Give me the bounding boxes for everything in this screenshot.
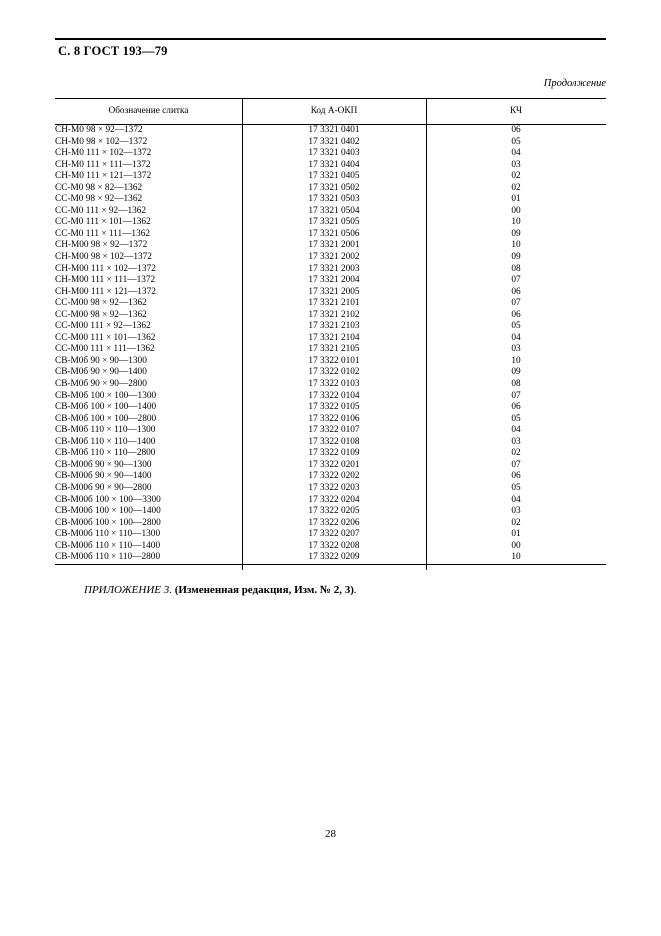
cell-code: 17 3321 0505	[308, 217, 360, 228]
table-row	[55, 483, 606, 495]
cell-designation: СВ-М00б 90 × 90—2800	[55, 482, 152, 493]
table-row	[55, 506, 606, 518]
cell-kch: 00	[511, 205, 521, 216]
cell-code: 17 3321 2003	[308, 263, 360, 274]
cell-kch: 00	[511, 540, 521, 551]
column-header-kch: КЧ	[509, 106, 523, 116]
cell-kch: 05	[511, 413, 521, 424]
table-head	[55, 99, 606, 125]
cell-kch: 05	[511, 321, 521, 332]
cell-designation: СС-М00 111 × 92—1362	[55, 321, 151, 332]
cell-designation: СС-М0 98 × 92—1362	[55, 194, 143, 205]
table-row	[55, 414, 606, 426]
cell-kch: 03	[511, 344, 521, 355]
cell-code: 17 3321 0506	[308, 228, 360, 239]
table-row	[55, 448, 606, 460]
cell-code: 17 3322 0207	[308, 529, 360, 540]
table-vertical-rule-2	[426, 98, 427, 570]
cell-designation: СН-М00 111 × 102—1372	[55, 263, 156, 274]
cell-kch: 06	[511, 471, 521, 482]
table-row	[55, 356, 606, 368]
table-row	[55, 183, 606, 195]
cell-designation: СВ-М0б 110 × 110—1300	[55, 425, 156, 436]
cell-code: 17 3321 0404	[308, 159, 360, 170]
cell-designation: СС-М0 111 × 111—1362	[55, 228, 151, 239]
table-row	[55, 298, 606, 310]
appendix-note	[84, 584, 357, 596]
table-row	[55, 148, 606, 160]
cell-designation: СВ-М0б 110 × 110—1400	[55, 436, 156, 447]
cell-designation: СВ-М00б 110 × 110—2800	[55, 552, 161, 563]
cell-kch: 07	[511, 390, 521, 401]
cell-designation: СВ-М00б 100 × 100—2800	[55, 517, 161, 528]
appendix-label: ПРИЛОЖЕНИЕ 3.	[84, 584, 175, 596]
cell-designation: СВ-М0б 90 × 90—2800	[55, 379, 147, 390]
cell-code: 17 3322 0109	[308, 448, 360, 459]
cell-code: 17 3321 0504	[308, 205, 360, 216]
cell-code: 17 3322 0103	[308, 379, 360, 390]
cell-designation: СН-М0 111 × 102—1372	[55, 148, 152, 159]
cell-code: 17 3322 0208	[308, 540, 360, 551]
cell-code: 17 3321 0401	[308, 125, 360, 135]
table-row	[55, 541, 606, 553]
cell-kch: 04	[511, 148, 521, 159]
cell-kch: 10	[511, 552, 521, 563]
table-row	[55, 460, 606, 472]
cell-kch: 03	[511, 436, 521, 447]
cell-kch: 08	[511, 263, 521, 274]
table-row	[55, 125, 606, 137]
cell-kch: 10	[511, 355, 521, 366]
table-row	[55, 310, 606, 322]
cell-designation: СВ-М00б 100 × 100—3300	[55, 494, 161, 505]
cell-code: 17 3321 0402	[308, 136, 360, 147]
cell-kch: 06	[511, 125, 521, 135]
cell-kch: 02	[511, 182, 521, 193]
cell-code: 17 3322 0204	[308, 494, 360, 505]
cell-code: 17 3322 0201	[308, 459, 360, 470]
cell-designation: СВ-М0б 90 × 90—1300	[55, 355, 147, 366]
table-row	[55, 495, 606, 507]
cell-designation: СС-М00 111 × 101—1362	[55, 332, 156, 343]
table-row	[55, 206, 606, 218]
table-row	[55, 217, 606, 229]
table-row	[55, 391, 606, 403]
cell-designation: СВ-М00б 90 × 90—1300	[55, 459, 152, 470]
cell-kch: 06	[511, 309, 521, 320]
cell-designation: СН-М00 98 × 92—1372	[55, 240, 148, 251]
cell-code: 17 3322 0209	[308, 552, 360, 563]
appendix-revision: (Измененная редакция, Изм. № 2, 3)	[174, 584, 354, 596]
cell-kch: 02	[511, 448, 521, 459]
table-row	[55, 275, 606, 287]
cell-code: 17 3321 0503	[308, 194, 360, 205]
cell-designation: СС-М00 111 × 111—1362	[55, 344, 155, 355]
cell-code: 17 3321 2002	[308, 252, 360, 263]
cell-code: 17 3321 2103	[308, 321, 360, 332]
table-row	[55, 264, 606, 276]
cell-code: 17 3321 2101	[308, 298, 360, 309]
table-row	[55, 240, 606, 252]
table-row	[55, 402, 606, 414]
cell-code: 17 3322 0102	[308, 367, 360, 378]
cell-designation: СН-М0 111 × 111—1372	[55, 159, 151, 170]
cell-code: 17 3322 0206	[308, 517, 360, 528]
table-row	[55, 552, 606, 564]
cell-designation: СН-М0 98 × 102—1372	[55, 136, 148, 147]
header-divider	[55, 38, 606, 40]
cell-code: 17 3321 0403	[308, 148, 360, 159]
cell-designation: СВ-М0б 100 × 100—1400	[55, 402, 157, 413]
cell-kch: 02	[511, 171, 521, 182]
cell-kch: 07	[511, 275, 521, 286]
cell-kch: 10	[511, 217, 521, 228]
cell-code: 17 3321 0502	[308, 182, 360, 193]
cell-kch: 07	[511, 459, 521, 470]
cell-kch: 09	[511, 252, 521, 263]
cell-designation: СВ-М00б 110 × 110—1300	[55, 529, 161, 540]
table-row	[55, 287, 606, 299]
cell-code: 17 3321 2005	[308, 286, 360, 297]
table-row	[55, 529, 606, 541]
cell-kch: 09	[511, 228, 521, 239]
table-row	[55, 321, 606, 333]
cell-code: 17 3322 0101	[308, 355, 360, 366]
appendix-period: .	[353, 584, 357, 596]
table-row	[55, 252, 606, 264]
ingot-code-table	[55, 98, 606, 565]
cell-designation: СС-М0 98 × 82—1362	[55, 182, 143, 193]
cell-kch: 02	[511, 517, 521, 528]
cell-code: 17 3322 0205	[308, 506, 360, 517]
cell-code: 17 3322 0108	[308, 436, 360, 447]
column-header-code: Код А-ОКП	[310, 106, 358, 116]
table-row	[55, 425, 606, 437]
continued-label: Продолжение	[543, 78, 606, 89]
table-row	[55, 471, 606, 483]
cell-designation: СВ-М0б 100 × 100—1300	[55, 390, 157, 401]
table-row	[55, 379, 606, 391]
cell-designation: СВ-М00б 110 × 110—1400	[55, 540, 161, 551]
cell-code: 17 3322 0203	[308, 482, 360, 493]
table-row	[55, 344, 606, 356]
table-row	[55, 194, 606, 206]
cell-code: 17 3322 0106	[308, 413, 360, 424]
cell-code: 17 3321 2001	[308, 240, 360, 251]
cell-designation: СН-М00 111 × 121—1372	[55, 286, 156, 297]
cell-designation: СН-М00 98 × 102—1372	[55, 252, 152, 263]
table-row	[55, 160, 606, 172]
cell-kch: 08	[511, 379, 521, 390]
cell-designation: СС-М00 98 × 92—1362	[55, 309, 147, 320]
cell-code: 17 3322 0107	[308, 425, 360, 436]
page-header: С. 8 ГОСТ 193—79	[58, 44, 168, 58]
table-body	[55, 125, 606, 565]
cell-code: 17 3321 2102	[308, 309, 360, 320]
cell-designation: СВ-М00б 90 × 90—1400	[55, 471, 152, 482]
cell-kch: 04	[511, 494, 521, 505]
page-number: 28	[325, 828, 336, 840]
cell-designation: СВ-М0б 100 × 100—2800	[55, 413, 157, 424]
cell-designation: СС-М00 98 × 92—1362	[55, 298, 147, 309]
cell-code: 17 3322 0105	[308, 402, 360, 413]
cell-kch: 03	[511, 506, 521, 517]
table-row	[55, 333, 606, 345]
table-row	[55, 367, 606, 379]
cell-kch: 05	[511, 136, 521, 147]
cell-code: 17 3321 2004	[308, 275, 360, 286]
cell-kch: 03	[511, 159, 521, 170]
cell-designation: СН-М0 98 × 92—1372	[55, 125, 143, 135]
cell-designation: СС-М0 111 × 101—1362	[55, 217, 151, 228]
table-row	[55, 518, 606, 530]
cell-kch: 01	[511, 529, 521, 540]
column-header-designation: Обозначение слитка	[108, 106, 189, 116]
cell-code: 17 3321 2104	[308, 332, 360, 343]
cell-kch: 07	[511, 298, 521, 309]
cell-code: 17 3322 0202	[308, 471, 360, 482]
cell-designation: СН-М00 111 × 111—1372	[55, 275, 156, 286]
cell-designation: СВ-М0б 110 × 110—2800	[55, 448, 156, 459]
cell-kch: 05	[511, 482, 521, 493]
cell-kch: 06	[511, 402, 521, 413]
cell-kch: 04	[511, 332, 521, 343]
table-header-row	[55, 99, 606, 125]
cell-designation: СВ-М00б 100 × 100—1400	[55, 506, 161, 517]
table-vertical-rule-1	[242, 98, 243, 570]
cell-code: 17 3321 2105	[308, 344, 360, 355]
cell-kch: 10	[511, 240, 521, 251]
table-row	[55, 137, 606, 149]
cell-kch: 09	[511, 367, 521, 378]
cell-kch: 06	[511, 286, 521, 297]
cell-designation: СС-М0 111 × 92—1362	[55, 205, 147, 216]
cell-kch: 04	[511, 425, 521, 436]
cell-designation: СВ-М0б 90 × 90—1400	[55, 367, 147, 378]
cell-code: 17 3322 0104	[308, 390, 360, 401]
cell-designation: СН-М0 111 × 121—1372	[55, 171, 152, 182]
table-row	[55, 437, 606, 449]
cell-code: 17 3321 0405	[308, 171, 360, 182]
cell-kch: 01	[511, 194, 521, 205]
table-row	[55, 229, 606, 241]
table-row	[55, 171, 606, 183]
